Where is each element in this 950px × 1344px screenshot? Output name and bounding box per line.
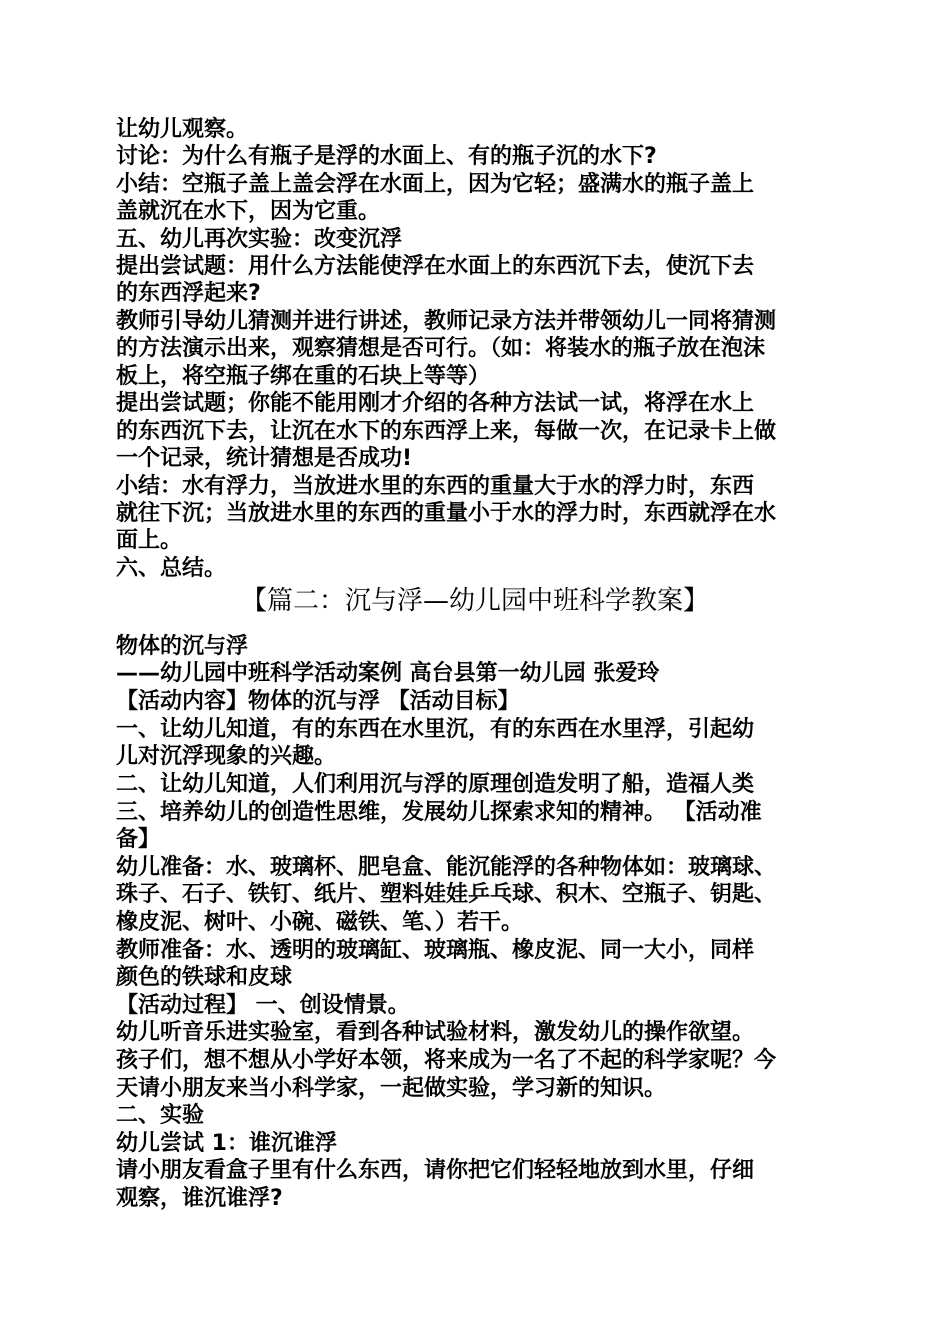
section-heading: 【篇二：沉与浮—幼儿园中班科学教案】 <box>240 586 709 616</box>
text-line: 的东西浮起来? <box>116 281 261 306</box>
text-line: 幼儿尝试 1：谁沉谁浮 <box>116 1131 337 1156</box>
text-line: 的方法演示出来，观察猜想是否可行。（如：将装水的瓶子放在泡沫 <box>116 336 766 361</box>
text-line: 【活动过程】 一、创设情景。 <box>116 993 410 1018</box>
text-line: 一个记录，统计猜想是否成功! <box>116 446 413 471</box>
text-line: 五、幼儿再次实验：改变沉浮 <box>116 227 403 252</box>
text-line: 盖就沉在水下，因为它重。 <box>116 199 381 224</box>
text-line: 珠子、石子、铁钉、纸片、塑料娃娃乒乓球、积木、空瓶子、钥匙、 <box>116 882 777 907</box>
text-line: 孩子们，想不想从小学好本领，将来成为一名了不起的科学家呢？今 <box>116 1048 777 1073</box>
text-line: 天请小朋友来当小科学家，一起做实验，学习新的知识。 <box>116 1076 667 1101</box>
text-line: 颜色的铁球和皮球 <box>116 965 293 990</box>
text-line: 【活动内容】物体的沉与浮 【活动目标】 <box>116 689 520 714</box>
text-line: 面上。 <box>116 528 183 553</box>
text-line: 儿对沉浮现象的兴趣。 <box>116 744 337 769</box>
text-line: 提出尝试题；你能不能用刚才介绍的各种方法试一试，将浮在水上 <box>116 391 755 416</box>
text-line: 的东西沉下去，让沉在水下的东西浮上来，每做一次，在记录卡上做 <box>116 419 777 444</box>
text-line: ——幼儿园中班科学活动案例 高台县第一幼儿园 张爱玲 <box>116 661 660 686</box>
text-line: 提出尝试题：用什么方法能使浮在水面上的东西沉下去，使沉下去 <box>116 254 755 279</box>
text-line: 二、让幼儿知道，人们利用沉与浮的原理创造发明了船，造福人类 <box>116 772 755 797</box>
text-line: 小结：空瓶子盖上盖会浮在水面上，因为它轻；盛满水的瓶子盖上 <box>116 172 755 197</box>
text-line: 小结：水有浮力，当放进水里的东西的重量大于水的浮力时，东西 <box>116 474 755 499</box>
text-line: 教师准备：水、透明的玻璃缸、玻璃瓶、橡皮泥、同一大小，同样 <box>116 938 755 963</box>
text-line: 请小朋友看盒子里有什么东西，请你把它们轻轻地放到水里，仔细 <box>116 1158 755 1183</box>
text-line: 幼儿听音乐进实验室，看到各种试验材料，激发幼儿的操作欲望。 <box>116 1020 755 1045</box>
text-line: 橡皮泥、树叶、小碗、磁铁、笔、）若干。 <box>116 910 524 935</box>
text-line: 就往下沉；当放进水里的东西的重量小于水的浮力时，东西就浮在水 <box>116 501 777 526</box>
text-line: 观察，谁沉谁浮? <box>116 1186 283 1211</box>
text-line: 让幼儿观察。 <box>116 117 249 142</box>
text-line: 教师引导幼儿猜测并进行讲述，教师记录方法并带领幼儿一同将猜测 <box>116 309 777 334</box>
text-line: 幼儿准备：水、玻璃杯、肥皂盒、能沉能浮的各种物体如：玻璃球、 <box>116 855 777 880</box>
text-line: 三、培养幼儿的创造性思维，发展幼儿探索求知的精神。 【活动准 <box>116 800 762 825</box>
text-line: 一、让幼儿知道，有的东西在水里沉，有的东西在水里浮，引起幼 <box>116 717 755 742</box>
text-line: 备】 <box>116 827 161 852</box>
text-line: 物体的沉与浮 <box>116 634 249 659</box>
text-line: 二、实验 <box>116 1103 205 1128</box>
text-line: 讨论：为什么有瓶子是浮的水面上、有的瓶子沉的水下? <box>116 144 657 169</box>
text-line: 六、总结。 <box>116 556 227 581</box>
text-line: 板上，将空瓶子绑在重的石块上等等） <box>116 364 491 389</box>
